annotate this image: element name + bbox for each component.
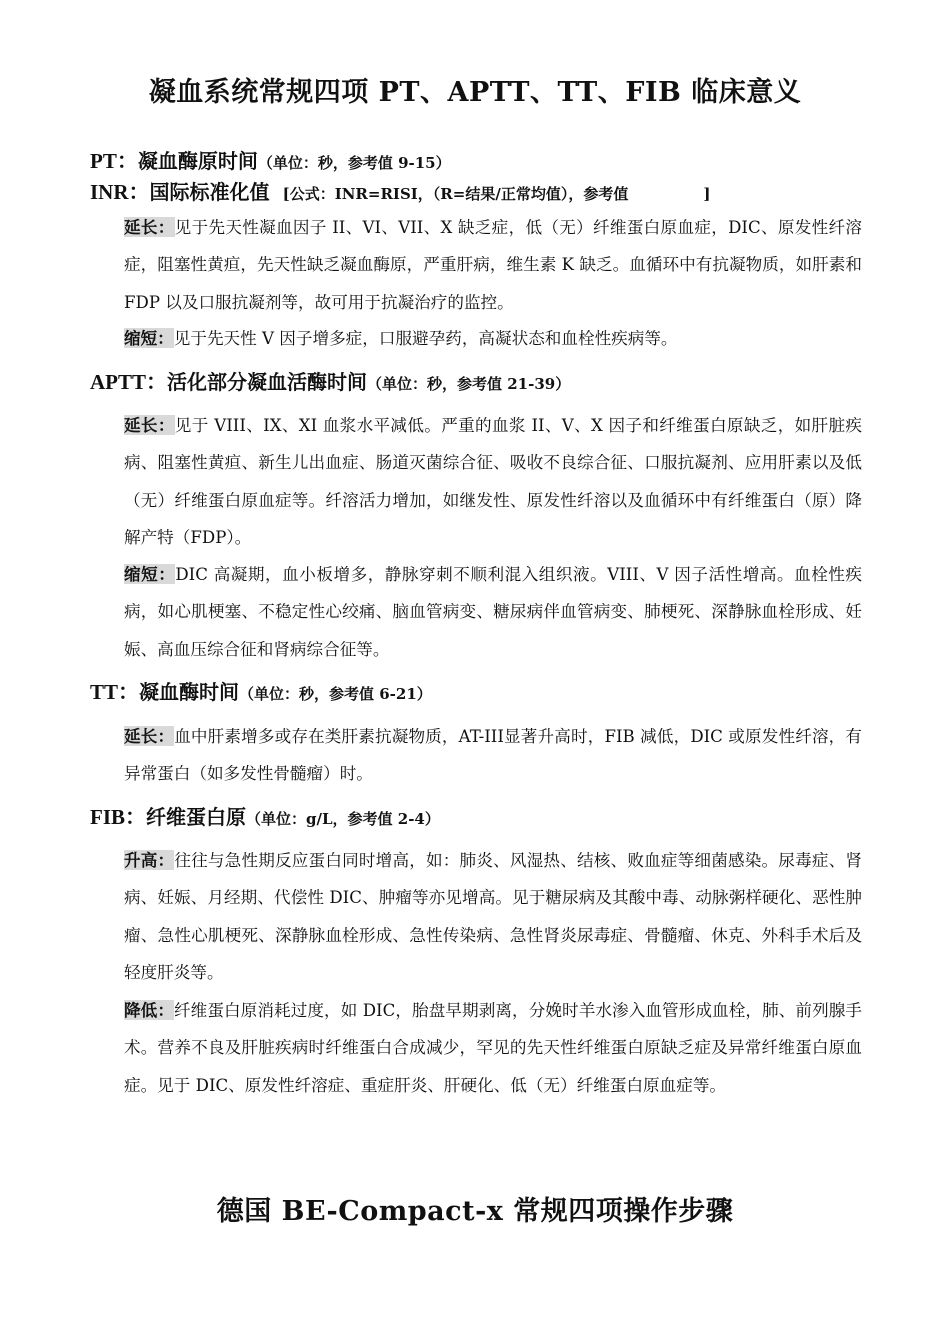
aptt-code: APTT：	[90, 370, 168, 394]
pt-code: PT：	[90, 149, 138, 173]
document-title: 凝血系统常规四项 PT、APTT、TT、FIB 临床意义	[148, 77, 802, 108]
aptt-prolong-paragraph	[124, 407, 862, 556]
aptt-name: 活化部分凝血活酶时间	[167, 370, 368, 394]
fib-heading	[90, 801, 890, 831]
fib-code: FIB：	[90, 805, 147, 829]
fib-fall-label: 降低：	[124, 1000, 175, 1020]
inr-code: INR：	[90, 180, 150, 204]
pt-prolong-paragraph	[124, 209, 862, 321]
aptt-shorten-label: 缩短：	[124, 564, 176, 584]
inr-name: 国际标准化值	[149, 180, 270, 204]
tt-heading	[90, 676, 890, 706]
aptt-prolong-text: 见于 VIII、IX、XI 血浆水平减低。严重的血浆 II、V、X 因子和纤维蛋白原缺乏，如肝脏疾病、阻塞性黄疸、新生儿出血症、肠道灭菌综合征、吸收不良综合征、口服抗凝剂、应用肝素以及低（无）纤维蛋白原血症等。纤溶活力增加，如继发性、原发性纤溶以及血循环中有纤维蛋白（原）降解产特（FDP）。	[124, 416, 863, 547]
section2-title: 德国 BE-Compact-x 常规四项操作步骤	[216, 1196, 734, 1227]
tt-code: TT：	[90, 680, 140, 704]
fib-name: 纤维蛋白原	[146, 805, 247, 829]
pt-shorten-label: 缩短：	[124, 328, 174, 348]
tt-prolong-text: 血中肝素增多或存在类肝素抗凝物质，AT-III显著升高时，FIB 减低，DIC 或原发性纤溶，有异常蛋白（如多发性骨髓瘤）时。	[124, 727, 863, 784]
fib-unit: （单位：g/L，参考值 2-4）	[246, 810, 440, 828]
pt-prolong-text: 见于先天性凝血因子 II、VI、VII、X 缺乏症，低（无）纤维蛋白原血症，DIC、原发性纤溶症，阻塞性黄疸，先天性缺乏凝血酶原，严重肝病，维生素 K 缺乏。血循环中有抗凝物质，如肝素和 FDP 以及口服抗凝剂等，故可用于抗凝治疗的监控。	[124, 218, 862, 312]
fib-rise-text: 往往与急性期反应蛋白同时增高，如：肺炎、风湿热、结核、败血症等细菌感染。尿毒症、肾病、妊娠、月经期、代偿性 DIC、肿瘤等亦见增高。见于糖尿病及其酸中毒、动脉粥样硬化、恶性肿瘤、急性心肌梗死、深静脉血栓形成、急性传染病、急性肾炎尿毒症、骨髓瘤、休克、外科手术后及轻度肝炎等。	[124, 851, 863, 982]
aptt-heading	[90, 366, 890, 396]
inr-formula: [公式：INR=RISI，（R=结果/正常均值），参考值 ]	[282, 185, 711, 203]
pt-prolong-label: 延长：	[124, 217, 175, 237]
aptt-unit: （单位：秒，参考值 21-39）	[367, 375, 571, 393]
pt-shorten-paragraph	[124, 320, 862, 357]
fib-fall-text: 纤维蛋白原消耗过度，如 DIC，胎盘早期剥离，分娩时羊水渗入血管形成血栓，肺、前列腺手术。营养不良及肝脏疾病时纤维蛋白合成减少，罕见的先天性纤维蛋白原缺乏症及异常纤维蛋白原血症。见于 DIC、原发性纤溶症、重症肝炎、肝硬化、低（无）纤维蛋白原血症等。	[124, 1001, 863, 1095]
tt-unit: （单位：秒，参考值 6-21）	[239, 685, 432, 703]
fib-rise-paragraph	[124, 842, 862, 991]
aptt-shorten-paragraph	[124, 556, 862, 668]
aptt-prolong-label: 延长：	[124, 415, 175, 435]
tt-name: 凝血酶时间	[139, 680, 240, 704]
pt-unit: （单位：秒，参考值 9-15）	[257, 154, 451, 172]
fib-fall-paragraph	[124, 992, 862, 1104]
tt-prolong-label: 延长：	[124, 726, 175, 746]
pt-shorten-text: 见于先天性 V 因子增多症，口服避孕药，高凝状态和血栓性疾病等。	[173, 329, 678, 348]
fib-rise-label: 升高：	[124, 850, 175, 870]
aptt-shorten-text: DIC 高凝期，血小板增多，静脉穿刺不顺利混入组织液。VIII、V 因子活性增高。血栓性疾病，如心肌梗塞、不稳定性心绞痛、脑血管病变、糖尿病伴血管病变、肺梗死、深静脉血栓形成、妊娠、高血压综合征和肾病综合征等。	[124, 565, 863, 659]
tt-prolong-paragraph	[124, 718, 862, 793]
inr-heading	[90, 176, 890, 206]
pt-name: 凝血酶原时间	[137, 149, 258, 173]
pt-heading	[90, 145, 890, 175]
